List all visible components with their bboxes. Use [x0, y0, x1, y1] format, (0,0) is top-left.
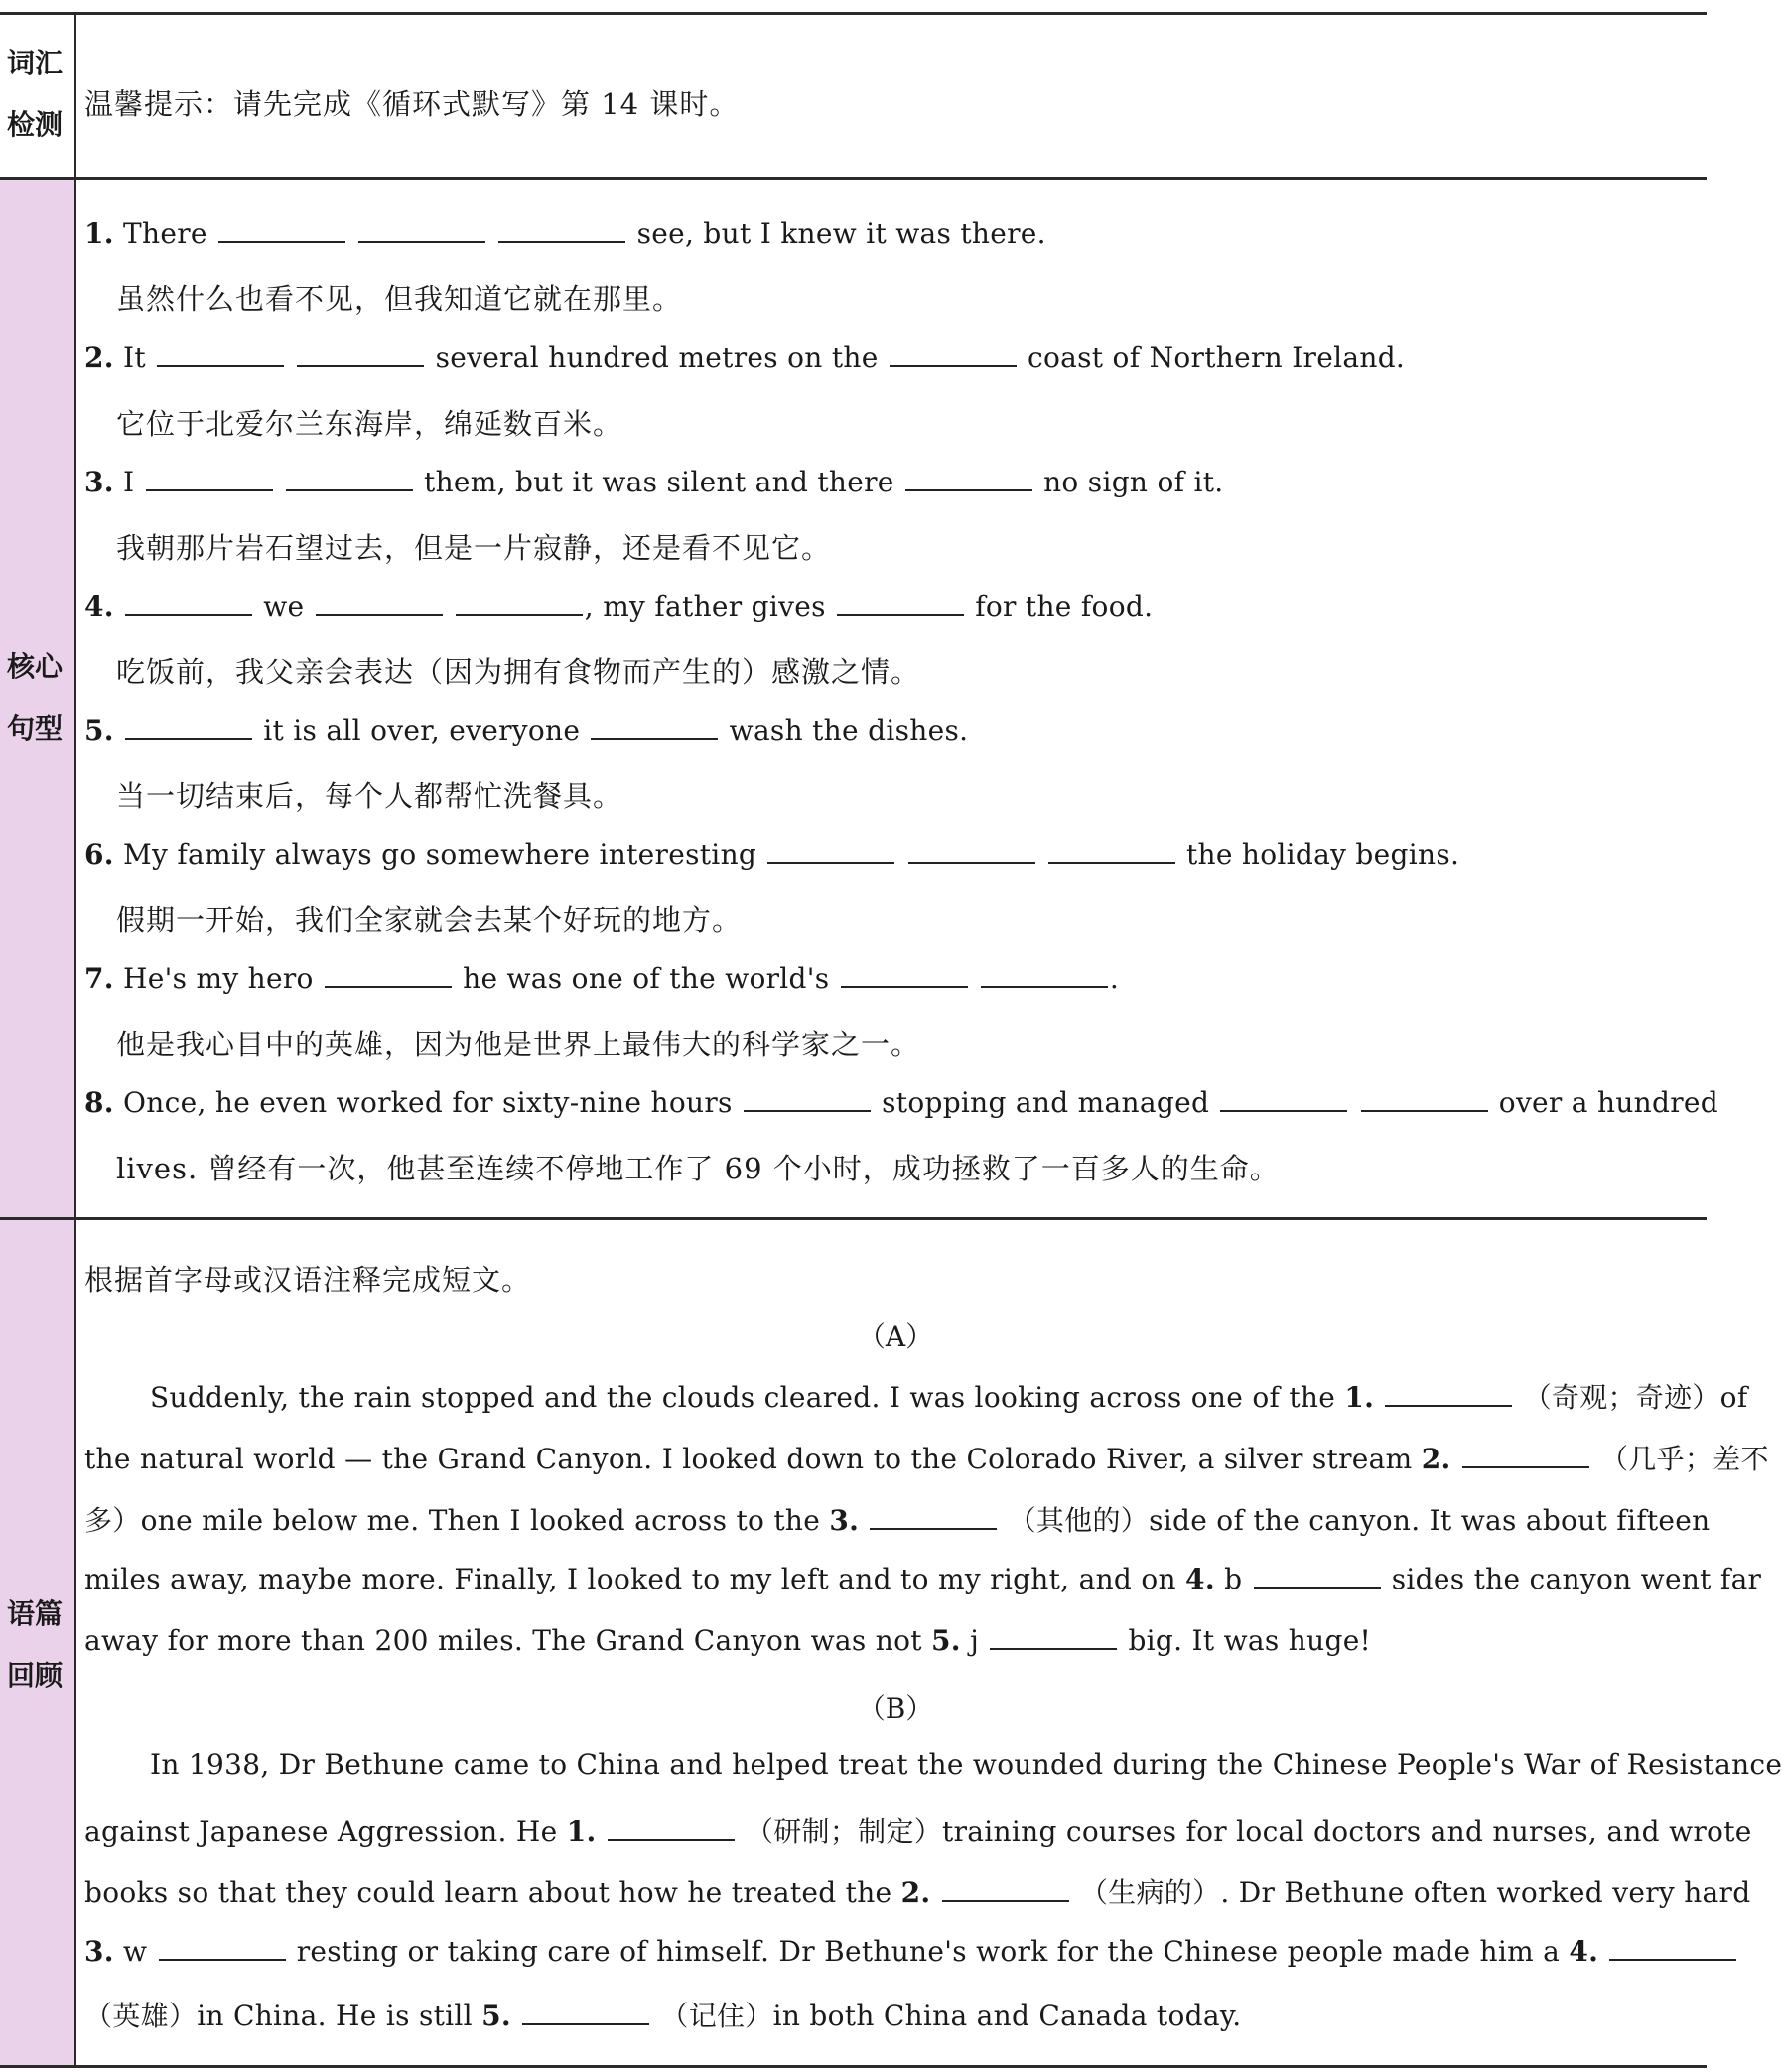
answer-blank[interactable] — [990, 1622, 1117, 1650]
answer-blank[interactable] — [1385, 1379, 1512, 1407]
vocab-label: 词汇 检测 — [6, 47, 63, 141]
core-item-8: 8. Once, he even worked for sixty-nine hours stopping and managed over a hundred — [84, 1086, 1719, 1119]
core-item-7: 7. He's my hero he was one of the world's . — [84, 962, 1120, 995]
core-item-4-translation: 吃饭前，我父亲会表达（因为拥有食物而产生的）感激之情。 — [116, 655, 921, 689]
core-item-5: 5. it is all over, everyone wash the dishes. — [84, 714, 969, 747]
core-label: 核心 句型 — [6, 650, 63, 745]
vocab-content — [84, 15, 1707, 177]
answer-blank[interactable] — [146, 464, 273, 491]
vocab-tip: 温馨提示：请先完成《循环式默写》第 14 课时。 — [84, 87, 740, 121]
core-item-3-translation: 我朝那片岩石望过去，但是一片寂静，还是看不见它。 — [116, 531, 832, 565]
answer-blank[interactable] — [908, 836, 1035, 864]
core-item-6-translation: 假期一开始，我们全家就会去某个好玩的地方。 — [116, 903, 743, 937]
answer-blank[interactable] — [870, 1502, 997, 1530]
core-item-7-translation: 他是我心目中的英雄，因为他是世界上最伟大的科学家之一。 — [116, 1028, 921, 1061]
answer-blank[interactable] — [841, 960, 968, 988]
answer-blank[interactable] — [1361, 1084, 1488, 1112]
passage-a-line-4: miles away, maybe more. Finally, I looked to my left and to my right, and on 4. b sides the canyon went far — [84, 1563, 1762, 1595]
answer-blank[interactable] — [744, 1084, 871, 1112]
passage-b-heading: （B） — [857, 1692, 934, 1725]
answer-blank[interactable] — [522, 1998, 649, 2025]
sidebar-divider — [74, 12, 76, 2067]
core-item-1: 1. There see, but I knew it was there. — [84, 217, 1046, 250]
answer-blank[interactable] — [498, 215, 625, 243]
answer-blank[interactable] — [1254, 1561, 1381, 1589]
answer-blank[interactable] — [1048, 836, 1175, 864]
answer-blank[interactable] — [981, 960, 1108, 988]
passage-b-line-4: 3. w resting or taking care of himself. Dr Bethune's work for the Chinese people made him a 4. — [84, 1933, 1738, 1968]
passage-a-heading: （A） — [857, 1320, 934, 1353]
core-item-8-line2: lives. 曾经有一次，他甚至连续不停地工作了 69 个小时，成功拯救了一百多人的生命。 — [116, 1152, 1280, 1185]
passage-b-line-3: books so that they could learn about how he treated the 2. （生病的）. Dr Bethune often worked very hard — [84, 1876, 1751, 1909]
passage-a-line-3: 多）one mile below me. Then I looked across to the 3. （其他的）side of the canyon. It was about fifteen — [84, 1504, 1711, 1537]
answer-blank[interactable] — [905, 464, 1032, 491]
bottom-rule — [0, 2065, 1707, 2068]
core-content — [84, 180, 1719, 1217]
answer-blank[interactable] — [1609, 1933, 1736, 1961]
passage-b-line-5: （英雄）in China. He is still 5. （记住）in both China and Canada today. — [84, 2000, 1242, 2032]
passage-b-line-2: against Japanese Aggression. He 1. （研制；制定）training courses for local doctors and nurses, and wrote — [84, 1815, 1752, 1848]
answer-blank[interactable] — [1462, 1441, 1589, 1468]
answer-blank[interactable] — [456, 588, 583, 616]
core-item-3: 3. I them, but it was silent and there no sign of it. — [84, 466, 1224, 498]
core-item-1-translation: 虽然什么也看不见，但我知道它就在那里。 — [116, 282, 683, 316]
passage-a-line-1: Suddenly, the rain stopped and the clouds cleared. I was looking across one of the 1. （奇观；奇迹）of — [150, 1381, 1748, 1414]
answer-blank[interactable] — [218, 215, 345, 243]
answer-blank[interactable] — [1220, 1084, 1347, 1112]
answer-blank[interactable] — [159, 1933, 286, 1961]
core-item-2-translation: 它位于北爱尔兰东海岸，绵延数百米。 — [116, 407, 623, 441]
review-content — [84, 1220, 1782, 2065]
answer-blank[interactable] — [591, 712, 718, 740]
core-item-5-translation: 当一切结束后，每个人都帮忙洗餐具。 — [116, 779, 623, 813]
review-instruction: 根据首字母或汉语注释完成短文。 — [84, 1263, 532, 1297]
core-item-4: 4. we , my father gives for the food. — [84, 590, 1154, 622]
vocab-sidebar — [0, 15, 74, 177]
answer-blank[interactable] — [942, 1874, 1069, 1902]
review-label: 语篇 回顾 — [6, 1597, 63, 1692]
answer-blank[interactable] — [325, 960, 452, 988]
answer-blank[interactable] — [125, 712, 252, 740]
answer-blank[interactable] — [358, 215, 485, 243]
answer-blank[interactable] — [316, 588, 443, 616]
answer-blank[interactable] — [286, 464, 413, 491]
passage-a-line-2: the natural world — the Grand Canyon. I looked down to the Colorado River, a silver stream 2. （几乎；差不 — [84, 1443, 1769, 1475]
core-item-2: 2. It several hundred metres on the coast of Northern Ireland. — [84, 342, 1406, 374]
answer-blank[interactable] — [837, 588, 964, 616]
answer-blank[interactable] — [608, 1813, 735, 1841]
core-item-6: 6. My family always go somewhere interesting the holiday begins. — [84, 838, 1460, 871]
answer-blank[interactable] — [125, 588, 252, 616]
answer-blank[interactable] — [890, 340, 1017, 367]
core-sidebar — [0, 180, 74, 1217]
review-sidebar — [0, 1220, 74, 2065]
answer-blank[interactable] — [767, 836, 894, 864]
passage-a-line-5: away for more than 200 miles. The Grand Canyon was not 5. j big. It was huge! — [84, 1624, 1372, 1657]
answer-blank[interactable] — [157, 340, 284, 367]
passage-b-line-1: In 1938, Dr Bethune came to China and helped treat the wounded during the Chinese People's War of Resistance — [150, 1748, 1782, 1781]
answer-blank[interactable] — [297, 340, 424, 367]
